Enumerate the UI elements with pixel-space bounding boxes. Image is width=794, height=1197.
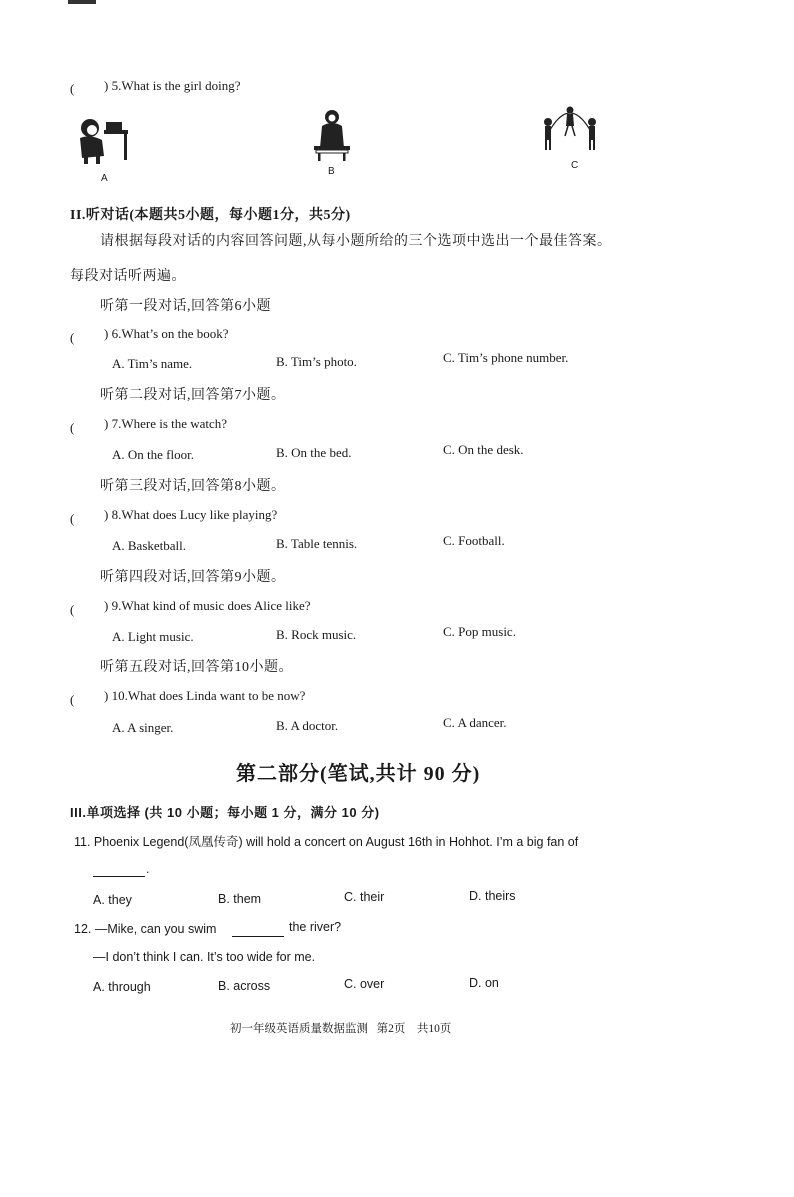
scan-mark	[68, 0, 96, 4]
q11-period: .	[146, 862, 150, 876]
label-b: B	[328, 166, 335, 177]
q8-option-a: A. Basketball.	[112, 538, 187, 553]
q8-option-c: C. Football.	[443, 533, 505, 548]
q7-option-a: A. On the floor.	[112, 447, 194, 462]
q12-blank	[232, 924, 284, 937]
q11-option-a: A. they	[93, 893, 132, 907]
section-3-heading: III.单项选择 (共 10 小题；每小题 1 分，满分 10 分)	[70, 805, 380, 820]
dialogue-cue-8: 听第三段对话,回答第8小题。	[100, 479, 286, 494]
picture-a-girl-doing-homework-icon	[74, 116, 134, 166]
label-c: C	[571, 160, 579, 171]
q12-option-d: D. on	[469, 976, 499, 990]
q11-stem: 11. Phoenix Legend(凤凰传奇) will hold a concert on August 16th in Hohhot. I’m a big fan of	[74, 835, 579, 849]
q7-paren: (	[70, 420, 75, 435]
section-2-instruction-2: 每段对话听两遍。	[70, 269, 186, 284]
q11-option-b: B. them	[218, 892, 262, 906]
q6-stem: ) 6.What’s on the book?	[104, 326, 229, 341]
q7-option-b: B. On the bed.	[276, 445, 352, 460]
q9-option-c: C. Pop music.	[443, 624, 516, 639]
q10-option-b: B. A doctor.	[276, 718, 339, 733]
q12-option-b: B. across	[218, 979, 271, 993]
q12-option-a: A. through	[93, 980, 151, 994]
q8-option-b: B. Table tennis.	[276, 536, 358, 551]
q5-paren: (	[70, 81, 75, 96]
q11-option-c: C. their	[344, 890, 385, 904]
q10-paren: (	[70, 692, 75, 707]
q6-option-b: B. Tim’s photo.	[276, 354, 357, 369]
q6-option-c: C. Tim’s phone number.	[443, 350, 569, 365]
q11-option-d: D. theirs	[469, 889, 516, 903]
picture-c-girls-jumping-rope-icon	[538, 102, 602, 154]
q12-stem-part-2: the river?	[289, 920, 342, 934]
q5-stem: ) 5.What is the girl doing?	[104, 78, 241, 93]
q9-option-b: B. Rock music.	[276, 627, 357, 642]
dialogue-cue-10: 听第五段对话,回答第10小题。	[100, 660, 293, 675]
dialogue-cue-6: 听第一段对话,回答第6小题	[100, 299, 271, 314]
q12-option-c: C. over	[344, 977, 385, 991]
q12-reply: —I don’t think I can. It’s too wide for me.	[93, 950, 316, 964]
q9-paren: (	[70, 602, 75, 617]
dialogue-cue-7: 听第二段对话,回答第7小题。	[100, 388, 286, 403]
q10-stem: ) 10.What does Linda want to be now?	[104, 688, 306, 703]
q7-option-c: C. On the desk.	[443, 442, 524, 457]
q6-paren: (	[70, 330, 75, 345]
q10-option-a: A. A singer.	[112, 720, 174, 735]
q6-option-a: A. Tim’s name.	[112, 356, 193, 371]
q8-paren: (	[70, 511, 75, 526]
q12-stem-part-1: 12. —Mike, can you swim	[74, 922, 217, 936]
q7-stem: ) 7.Where is the watch?	[104, 416, 228, 431]
q9-stem: ) 9.What kind of music does Alice like?	[104, 598, 311, 613]
part-2-title: 第二部分(笔试,共计 90 分)	[236, 763, 481, 785]
label-a: A	[101, 173, 108, 184]
section-2-heading: II.听对话(本题共5小题，每小题1分，共5分)	[70, 208, 351, 223]
q11-blank	[93, 864, 145, 877]
q8-stem: ) 8.What does Lucy like playing?	[104, 507, 278, 522]
q9-option-a: A. Light music.	[112, 629, 194, 644]
page-footer: 初一年级英语质量数据监测 第2页 共10页	[230, 1023, 452, 1035]
q10-option-c: C. A dancer.	[443, 715, 507, 730]
dialogue-cue-9: 听第四段对话,回答第9小题。	[100, 570, 286, 585]
section-2-instruction-1: 请根据每段对话的内容回答问题,从每小题所给的三个选项中选出一个最佳答案。	[100, 234, 612, 249]
picture-b-girl-playing-piano-icon	[312, 108, 352, 162]
